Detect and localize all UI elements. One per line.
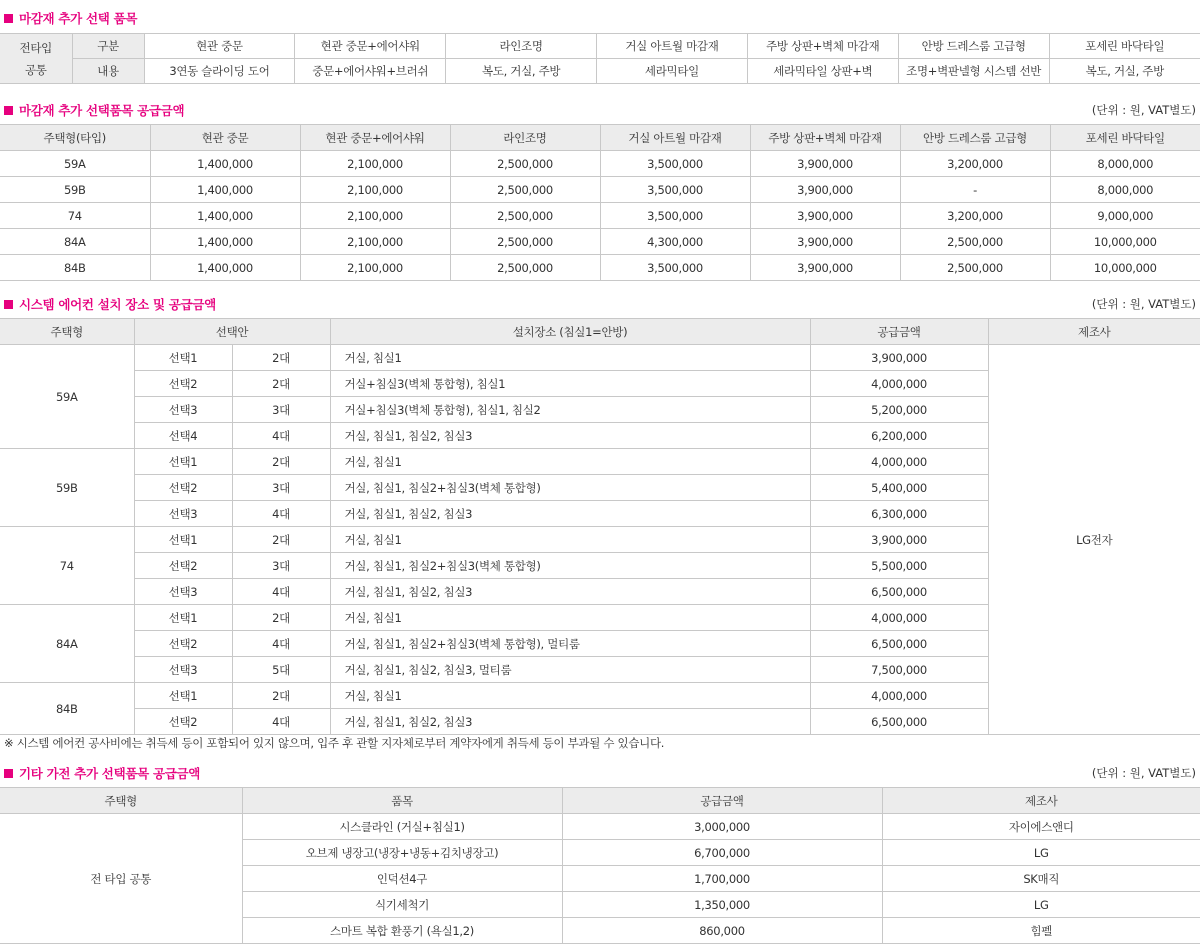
header-row <box>0 319 1200 345</box>
location-cell: 거실, 침실1 <box>330 527 810 553</box>
units-cell: 5대 <box>232 657 330 683</box>
units-cell: 4대 <box>232 423 330 449</box>
table-cell: 스마트 복합 환풍기 (욕실1,2) <box>242 918 562 944</box>
option-cell: 선택3 <box>134 397 232 423</box>
table-cell: 2,100,000 <box>300 203 450 229</box>
finish-price-table <box>0 124 1200 281</box>
option-cell: 선택2 <box>134 475 232 501</box>
price-cell: 4,000,000 <box>810 683 988 709</box>
table-cell: 3,200,000 <box>900 203 1050 229</box>
price-cell: 5,200,000 <box>810 397 988 423</box>
column-header: 현관 중문+에어샤워 <box>300 125 450 151</box>
table-row <box>0 814 1200 840</box>
column-header: 주택형 <box>0 319 134 345</box>
item-name-cell: 포세린 바닥타일 <box>1049 34 1200 59</box>
column-header: 라인조명 <box>450 125 600 151</box>
item-content-cell: 3연동 슬라이딩 도어 <box>144 59 295 84</box>
table-cell: 인덕션4구 <box>242 866 562 892</box>
units-cell: 3대 <box>232 553 330 579</box>
section4-unit: (단위 : 원, VAT별도) <box>1091 766 1196 780</box>
units-cell: 4대 <box>232 631 330 657</box>
manufacturer-cell: LG전자 <box>988 345 1200 735</box>
item-name-cell: 주방 상판+벽체 마감재 <box>747 34 898 59</box>
table-cell: 3,900,000 <box>750 151 900 177</box>
table-cell: 1,400,000 <box>150 177 300 203</box>
table-cell: 10,000,000 <box>1050 229 1200 255</box>
option-cell: 선택2 <box>134 631 232 657</box>
price-cell: 3,900,000 <box>810 527 988 553</box>
location-cell: 거실, 침실1 <box>330 683 810 709</box>
option-cell: 선택1 <box>134 605 232 631</box>
table-cell: 2,500,000 <box>450 229 600 255</box>
item-content-cell: 복도, 거실, 주방 <box>446 59 597 84</box>
location-cell: 거실, 침실1 <box>330 605 810 631</box>
table-cell: 84B <box>0 255 150 281</box>
type-cell: 74 <box>0 527 134 605</box>
price-cell: 4,000,000 <box>810 605 988 631</box>
table-cell: 2,500,000 <box>450 177 600 203</box>
item-name-cell: 라인조명 <box>446 34 597 59</box>
table-cell: 1,400,000 <box>150 203 300 229</box>
row-label-cell: 구분 <box>72 34 144 59</box>
finish-items-table <box>0 33 1200 84</box>
price-cell: 3,900,000 <box>810 345 988 371</box>
units-cell: 4대 <box>232 579 330 605</box>
item-content-cell: 세라믹타일 <box>597 59 748 84</box>
table-cell: LG <box>882 892 1200 918</box>
column-header: 제조사 <box>882 788 1200 814</box>
location-cell: 거실, 침실1, 침실2+침실3(벽체 통합형) <box>330 475 810 501</box>
table-cell: 2,100,000 <box>300 255 450 281</box>
header-row <box>0 125 1200 151</box>
table-cell: 4,300,000 <box>600 229 750 255</box>
column-header: 포세린 바닥타일 <box>1050 125 1200 151</box>
table-cell: 1,350,000 <box>562 892 882 918</box>
units-cell: 2대 <box>232 605 330 631</box>
column-header: 품목 <box>242 788 562 814</box>
price-cell: 5,500,000 <box>810 553 988 579</box>
table-row <box>0 203 1200 229</box>
table-cell: 1,400,000 <box>150 255 300 281</box>
column-header: 주방 상판+벽체 마감재 <box>750 125 900 151</box>
table-cell: 8,000,000 <box>1050 177 1200 203</box>
table-row <box>0 34 1200 59</box>
location-cell: 거실, 침실1, 침실2, 침실3, 멀티룸 <box>330 657 810 683</box>
appliance-table <box>0 787 1200 944</box>
table-cell: 2,100,000 <box>300 151 450 177</box>
section4-title: 기타 가전 추가 선택품목 공급금액 <box>4 764 200 782</box>
table-cell: 시스클라인 (거실+침실1) <box>242 814 562 840</box>
location-cell: 거실+침실3(벽체 통합형), 침실1 <box>330 371 810 397</box>
units-cell: 3대 <box>232 475 330 501</box>
table-cell: 3,900,000 <box>750 255 900 281</box>
type-cell: 59A <box>0 345 134 449</box>
table-row <box>0 345 1200 371</box>
table-cell: 2,500,000 <box>450 255 600 281</box>
location-cell: 거실, 침실1, 침실2, 침실3 <box>330 709 810 735</box>
column-header: 제조사 <box>988 319 1200 345</box>
option-cell: 선택3 <box>134 501 232 527</box>
price-cell: 6,500,000 <box>810 709 988 735</box>
column-header: 공급금액 <box>810 319 988 345</box>
location-cell: 거실+침실3(벽체 통합형), 침실1, 침실2 <box>330 397 810 423</box>
type-cell: 84B <box>0 683 134 735</box>
table-cell: 9,000,000 <box>1050 203 1200 229</box>
table-cell: 1,400,000 <box>150 229 300 255</box>
location-cell: 거실, 침실1, 침실2, 침실3 <box>330 579 810 605</box>
table-cell: 1,700,000 <box>562 866 882 892</box>
row-label-cell: 내용 <box>72 59 144 84</box>
table-cell: 3,200,000 <box>900 151 1050 177</box>
option-cell: 선택4 <box>134 423 232 449</box>
table-cell: 식기세척기 <box>242 892 562 918</box>
column-header: 주택형 <box>0 788 242 814</box>
table-cell: 2,100,000 <box>300 229 450 255</box>
section3-unit: (단위 : 원, VAT별도) <box>1091 297 1196 311</box>
option-cell: 선택1 <box>134 527 232 553</box>
price-cell: 6,500,000 <box>810 579 988 605</box>
table-cell: 2,100,000 <box>300 177 450 203</box>
option-cell: 선택1 <box>134 683 232 709</box>
option-cell: 선택3 <box>134 579 232 605</box>
table-row <box>0 151 1200 177</box>
table-cell: 힘펠 <box>882 918 1200 944</box>
item-content-cell: 세라믹타일 상판+벽 <box>747 59 898 84</box>
table-cell: 860,000 <box>562 918 882 944</box>
header-row <box>0 788 1200 814</box>
table-cell: 3,000,000 <box>562 814 882 840</box>
type-cell: 전타입 공통 <box>0 34 72 84</box>
table-cell: SK매직 <box>882 866 1200 892</box>
table-cell: LG <box>882 840 1200 866</box>
location-cell: 거실, 침실1, 침실2, 침실3 <box>330 423 810 449</box>
table-cell: 3,500,000 <box>600 151 750 177</box>
table-cell: 2,500,000 <box>450 203 600 229</box>
table-cell: 3,500,000 <box>600 255 750 281</box>
table-row <box>0 255 1200 281</box>
item-content-cell: 복도, 거실, 주방 <box>1049 59 1200 84</box>
type-cell: 84A <box>0 605 134 683</box>
option-cell: 선택1 <box>134 345 232 371</box>
table-cell: 3,900,000 <box>750 229 900 255</box>
column-header: 선택안 <box>134 319 330 345</box>
table-row <box>0 177 1200 203</box>
units-cell: 2대 <box>232 449 330 475</box>
column-header: 설치장소 (침실1=안방) <box>330 319 810 345</box>
table-cell: 8,000,000 <box>1050 151 1200 177</box>
section1-title: 마감재 추가 선택 품목 <box>4 9 137 27</box>
option-cell: 선택2 <box>134 371 232 397</box>
table-cell: 3,500,000 <box>600 177 750 203</box>
column-header: 거실 아트월 마감재 <box>600 125 750 151</box>
bullet-square-icon <box>4 14 13 23</box>
option-cell: 선택3 <box>134 657 232 683</box>
section2-title: 마감재 추가 선택품목 공급금액 <box>4 101 184 119</box>
price-cell: 6,200,000 <box>810 423 988 449</box>
table-cell: 1,400,000 <box>150 151 300 177</box>
column-header: 공급금액 <box>562 788 882 814</box>
option-cell: 선택1 <box>134 449 232 475</box>
price-cell: 4,000,000 <box>810 371 988 397</box>
units-cell: 4대 <box>232 709 330 735</box>
price-cell: 6,500,000 <box>810 631 988 657</box>
units-cell: 2대 <box>232 527 330 553</box>
units-cell: 4대 <box>232 501 330 527</box>
section3-title: 시스템 에어컨 설치 장소 및 공급금액 <box>4 295 216 313</box>
location-cell: 거실, 침실1 <box>330 345 810 371</box>
table-cell: 59A <box>0 151 150 177</box>
item-name-cell: 현관 중문+에어샤워 <box>295 34 446 59</box>
table-cell: 3,500,000 <box>600 203 750 229</box>
table-cell: 3,900,000 <box>750 203 900 229</box>
table-cell: 오브제 냉장고(냉장+냉동+김치냉장고) <box>242 840 562 866</box>
table-cell: 6,700,000 <box>562 840 882 866</box>
price-cell: 6,300,000 <box>810 501 988 527</box>
units-cell: 2대 <box>232 371 330 397</box>
table-cell: 2,500,000 <box>900 229 1050 255</box>
type-cell: 59B <box>0 449 134 527</box>
bullet-square-icon <box>4 769 13 778</box>
table-row <box>0 59 1200 84</box>
table-row <box>0 229 1200 255</box>
table-cell: 자이에스앤디 <box>882 814 1200 840</box>
table-cell: 84A <box>0 229 150 255</box>
option-cell: 선택2 <box>134 553 232 579</box>
column-header: 주택형(타입) <box>0 125 150 151</box>
units-cell: 2대 <box>232 683 330 709</box>
units-cell: 3대 <box>232 397 330 423</box>
item-content-cell: 조명+벽판넬형 시스템 선반 <box>898 59 1049 84</box>
bullet-square-icon <box>4 106 13 115</box>
price-cell: 4,000,000 <box>810 449 988 475</box>
table-cell: 2,500,000 <box>900 255 1050 281</box>
location-cell: 거실, 침실1, 침실2+침실3(벽체 통합형) <box>330 553 810 579</box>
table-cell: 2,500,000 <box>450 151 600 177</box>
item-name-cell: 거실 아트월 마감재 <box>597 34 748 59</box>
location-cell: 거실, 침실1 <box>330 449 810 475</box>
table-cell: 74 <box>0 203 150 229</box>
option-cell: 선택2 <box>134 709 232 735</box>
table-cell: 59B <box>0 177 150 203</box>
table-cell: 3,900,000 <box>750 177 900 203</box>
item-name-cell: 안방 드레스룸 고급형 <box>898 34 1049 59</box>
section2-unit: (단위 : 원, VAT별도) <box>1091 103 1196 117</box>
item-name-cell: 현관 중문 <box>144 34 295 59</box>
location-cell: 거실, 침실1, 침실2, 침실3 <box>330 501 810 527</box>
aircon-note: ※ 시스템 에어컨 공사비에는 취득세 등이 포함되어 있지 않으며, 입주 후 관할 지자체로부터 계약자에게 취득세 등이 부과될 수 있습니다. <box>4 736 665 750</box>
column-header: 안방 드레스룸 고급형 <box>900 125 1050 151</box>
table-cell: 10,000,000 <box>1050 255 1200 281</box>
price-cell: 7,500,000 <box>810 657 988 683</box>
type-cell: 전 타입 공통 <box>0 814 242 944</box>
units-cell: 2대 <box>232 345 330 371</box>
item-content-cell: 중문+에어샤워+브러쉬 <box>295 59 446 84</box>
aircon-table <box>0 318 1200 735</box>
column-header: 현관 중문 <box>150 125 300 151</box>
location-cell: 거실, 침실1, 침실2+침실3(벽체 통합형), 멀티룸 <box>330 631 810 657</box>
table-cell: - <box>900 177 1050 203</box>
price-cell: 5,400,000 <box>810 475 988 501</box>
bullet-square-icon <box>4 300 13 309</box>
